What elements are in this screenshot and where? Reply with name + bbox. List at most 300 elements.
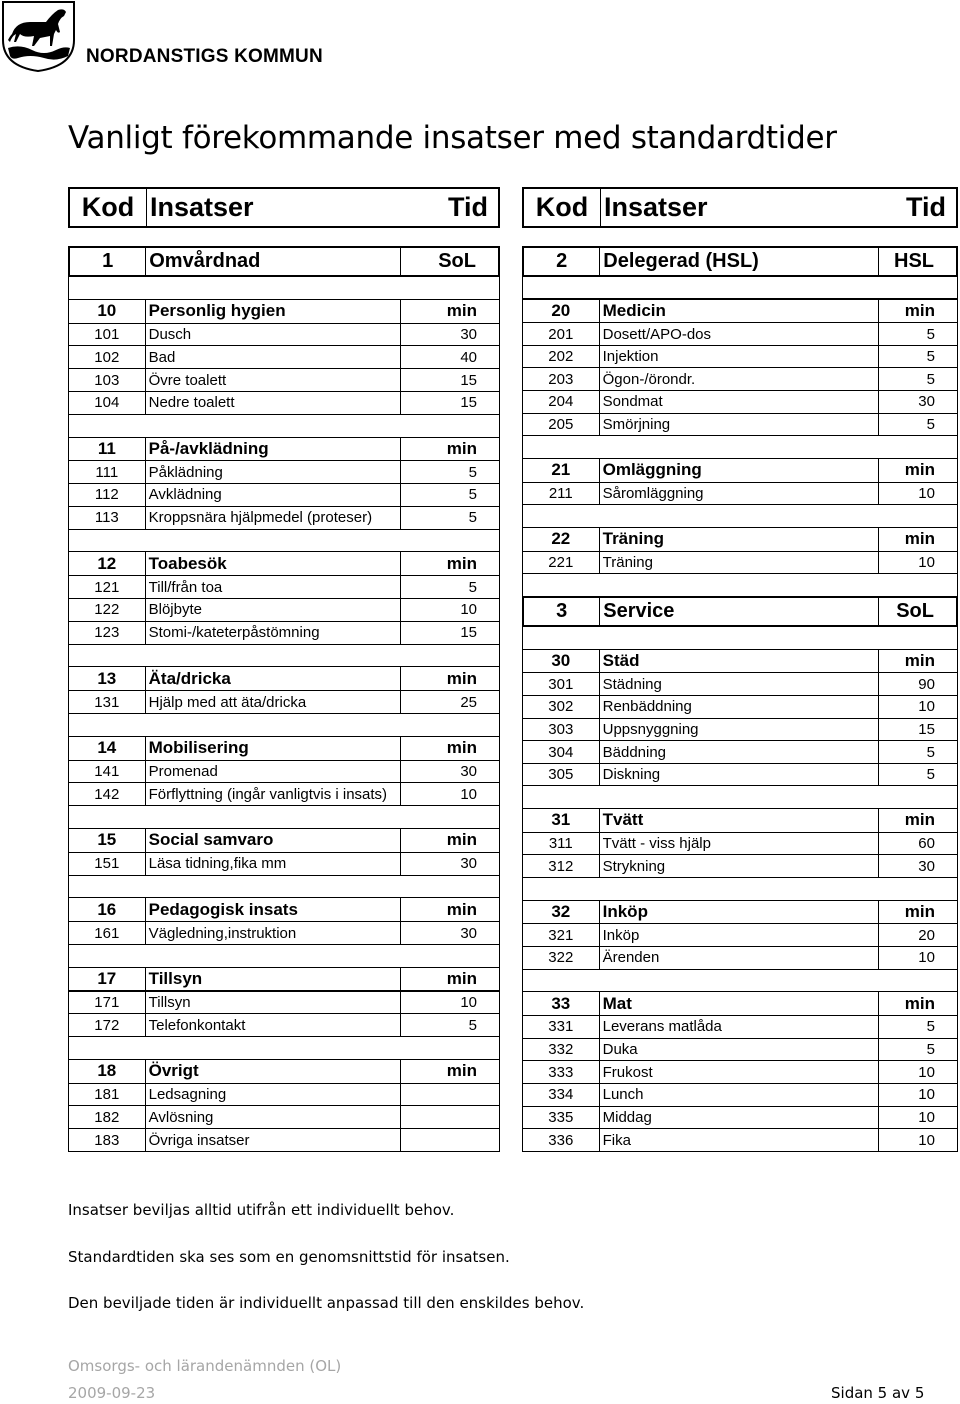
cell-kod: 172 — [69, 1014, 146, 1036]
table-row — [522, 695, 958, 719]
spacer-row — [68, 875, 500, 899]
table-row — [522, 1038, 958, 1062]
footer-committee: Omsorgs- och lärandenämnden (OL) — [68, 1357, 342, 1375]
subcategory-row — [68, 1059, 500, 1084]
org-name: NORDANSTIGS KOMMUN — [86, 46, 323, 67]
cell-insats: Till/från toa — [146, 576, 402, 598]
cell-insats: Medicin — [600, 300, 880, 323]
cell-insats: Övre toalett — [146, 369, 402, 391]
cell-insats: På-/avklädning — [146, 438, 402, 461]
cell-kod: 211 — [523, 483, 600, 505]
cell-tid: SoL — [438, 250, 476, 272]
cell-kod: 331 — [523, 1016, 600, 1038]
cell-tid — [879, 786, 957, 808]
table-row — [522, 763, 958, 787]
cell-tid: min — [904, 460, 935, 480]
cell-kod: 12 — [69, 552, 146, 575]
table-row — [522, 322, 958, 346]
cell-kod — [69, 277, 146, 299]
table-row — [68, 852, 500, 876]
cell-insats — [600, 436, 880, 458]
cell-tid: 10 — [918, 1131, 935, 1149]
cell-insats — [146, 1037, 402, 1059]
subcategory-row — [522, 527, 958, 552]
cell-insats: Delegerad (HSL) — [600, 248, 878, 275]
cell-kod — [69, 806, 146, 828]
cell-kod: 32 — [523, 901, 600, 924]
header-tid: Tid — [448, 192, 488, 222]
cell-insats — [600, 505, 880, 527]
cell-tid: min — [446, 969, 477, 989]
header-tid: Tid — [906, 192, 946, 222]
cell-kod: 13 — [69, 667, 146, 690]
cell-tid — [879, 277, 957, 299]
cell-insats: Hjälp med att äta/dricka — [146, 691, 402, 713]
note-2: Standardtiden ska ses som en genomsnittstid för insatsen. — [68, 1248, 510, 1266]
cell-tid: 5 — [926, 348, 935, 366]
subcategory-row — [522, 649, 958, 674]
cell-kod: 103 — [69, 369, 146, 391]
cell-insats: Bäddning — [600, 741, 880, 763]
cell-tid: 5 — [468, 509, 477, 527]
cell-tid — [879, 970, 957, 992]
cell-kod: 31 — [523, 809, 600, 832]
cell-insats — [146, 806, 402, 828]
cell-tid: min — [446, 738, 477, 758]
cell-kod — [69, 645, 146, 667]
spacer-row — [68, 414, 500, 438]
cell-insats: Avlösning — [146, 1106, 402, 1128]
table-row — [522, 1128, 958, 1152]
cell-insats: Vägledning,instruktion — [146, 922, 402, 944]
spacer-row — [522, 877, 958, 901]
cell-insats — [146, 530, 402, 552]
cell-kod: 303 — [523, 719, 600, 741]
subcategory-row — [68, 666, 500, 691]
subcategory-row — [522, 808, 958, 833]
cell-tid — [879, 505, 957, 527]
cell-tid — [401, 645, 499, 667]
cell-kod — [523, 878, 600, 900]
cell-insats — [146, 714, 402, 736]
cell-kod: 312 — [523, 855, 600, 877]
spacer-row — [68, 944, 500, 968]
cell-insats: Inköp — [600, 901, 880, 924]
cell-tid — [401, 1037, 499, 1059]
cell-insats: Uppsnyggning — [600, 719, 880, 741]
cell-insats: Tillsyn — [146, 968, 402, 991]
cell-insats: Bad — [146, 346, 402, 368]
cell-insats: Äta/dricka — [146, 667, 402, 690]
cell-insats: Renbäddning — [600, 696, 880, 718]
cell-tid: 30 — [460, 762, 477, 780]
spacer-row — [68, 276, 500, 300]
cell-kod: 15 — [69, 829, 146, 852]
table-row — [68, 1128, 500, 1152]
table-header-right — [522, 187, 958, 228]
spacer-row — [522, 969, 958, 993]
cell-tid: min — [904, 529, 935, 549]
cell-kod: 151 — [69, 853, 146, 875]
table-row — [522, 1106, 958, 1130]
cell-insats: Fika — [600, 1129, 880, 1151]
cell-kod: 22 — [523, 528, 600, 551]
cell-tid: 5 — [468, 486, 477, 504]
cell-tid — [401, 277, 499, 299]
cell-insats: Mobilisering — [146, 737, 402, 760]
cell-tid: min — [446, 899, 477, 919]
cell-insats — [600, 574, 880, 596]
cell-kod: 305 — [523, 764, 600, 786]
table-row — [522, 551, 958, 575]
table-row — [522, 367, 958, 391]
cell-tid — [401, 530, 499, 552]
cell-kod: 18 — [69, 1060, 146, 1083]
table-row — [68, 1105, 500, 1129]
table-row — [68, 506, 500, 530]
cell-insats: Dusch — [146, 324, 402, 346]
cell-tid: 10 — [460, 785, 477, 803]
cell-kod: 2 — [524, 248, 600, 275]
note-1: Insatser beviljas alltid utifrån ett individuellt behov. — [68, 1201, 455, 1219]
cell-tid: HSL — [894, 249, 934, 272]
cell-kod: 321 — [523, 924, 600, 946]
cell-tid — [401, 1084, 499, 1106]
cell-kod: 121 — [69, 576, 146, 598]
cell-tid: 5 — [926, 1018, 935, 1036]
cell-kod: 202 — [523, 346, 600, 368]
cell-kod: 335 — [523, 1107, 600, 1129]
subcategory-row — [68, 437, 500, 462]
cell-tid: 60 — [918, 835, 935, 853]
cell-kod: 10 — [69, 300, 146, 323]
cell-kod: 3 — [524, 598, 600, 625]
cell-insats: Injektion — [600, 346, 880, 368]
cell-insats: Nedre toalett — [146, 392, 402, 414]
cell-tid — [401, 876, 499, 898]
cell-kod: 304 — [523, 741, 600, 763]
cell-kod: 17 — [69, 968, 146, 991]
cell-kod: 203 — [523, 368, 600, 390]
cell-tid: 5 — [468, 463, 477, 481]
cell-insats — [146, 645, 402, 667]
cell-tid — [879, 878, 957, 900]
cell-insats — [146, 415, 402, 437]
cell-kod: 102 — [69, 346, 146, 368]
table-row — [522, 1060, 958, 1084]
cell-kod: 333 — [523, 1061, 600, 1083]
cell-kod: 205 — [523, 414, 600, 436]
cell-kod — [523, 277, 600, 299]
logo-horse-icon — [0, 0, 78, 72]
cell-kod — [523, 970, 600, 992]
cell-insats — [146, 277, 402, 299]
cell-insats: Leverans matlåda — [600, 1016, 880, 1038]
cell-kod: 336 — [523, 1129, 600, 1151]
cell-tid: min — [446, 438, 477, 458]
cell-insats: Kroppsnära hjälpmedel (proteser) — [146, 507, 402, 529]
subcategory-row — [522, 900, 958, 925]
cell-insats: Frukost — [600, 1061, 880, 1083]
spacer-row — [522, 504, 958, 528]
cell-tid: 25 — [460, 693, 477, 711]
spacer-row — [522, 435, 958, 459]
cell-kod: 16 — [69, 898, 146, 921]
cell-kod — [523, 627, 600, 649]
cell-insats: Ögon-/örondr. — [600, 368, 880, 390]
table-row — [522, 718, 958, 742]
table-row — [522, 1083, 958, 1107]
cell-kod: 311 — [523, 833, 600, 855]
cell-kod — [69, 1037, 146, 1059]
cell-insats: Personlig hygien — [146, 300, 402, 323]
cell-tid: min — [904, 902, 935, 922]
table-row — [68, 345, 500, 369]
cell-kod: 334 — [523, 1084, 600, 1106]
cell-insats: Stomi-/kateterpåstömning — [146, 622, 402, 644]
cell-kod: 33 — [523, 992, 600, 1015]
cell-tid: 30 — [460, 855, 477, 873]
spacer-row — [68, 1036, 500, 1060]
cell-insats: Påklädning — [146, 461, 402, 483]
subcategory-row — [522, 458, 958, 483]
cell-tid: min — [446, 1061, 477, 1081]
cell-tid — [879, 627, 957, 649]
cell-insats: Ärenden — [600, 947, 880, 969]
subcategory-row — [68, 551, 500, 576]
table-row — [522, 923, 958, 947]
cell-kod — [523, 436, 600, 458]
cell-tid: 10 — [918, 1086, 935, 1104]
cell-tid — [401, 714, 499, 736]
table-row — [68, 323, 500, 347]
cell-insats: Toabesök — [146, 552, 402, 575]
table-row — [522, 672, 958, 696]
cell-kod: 113 — [69, 507, 146, 529]
cell-kod: 322 — [523, 947, 600, 969]
cell-kod — [523, 786, 600, 808]
cell-tid — [401, 1106, 499, 1128]
category-row — [522, 246, 958, 277]
table-header-left — [68, 187, 500, 228]
cell-kod: 1 — [70, 248, 146, 275]
subcategory-row — [68, 736, 500, 761]
cell-insats: Läsa tidning,fika mm — [146, 853, 402, 875]
cell-tid: 10 — [918, 949, 935, 967]
cell-insats: Pedagogisk insats — [146, 898, 402, 921]
cell-tid: 15 — [460, 371, 477, 389]
cell-kod — [69, 714, 146, 736]
cell-insats: Förflyttning (ingår vanligtvis i insats) — [146, 783, 402, 805]
cell-insats: Städning — [600, 673, 880, 695]
cell-insats — [600, 277, 880, 299]
cell-kod: 201 — [523, 323, 600, 345]
cell-tid — [879, 436, 957, 458]
cell-tid: 5 — [926, 743, 935, 761]
cell-tid: min — [904, 810, 935, 830]
cell-tid: 10 — [460, 993, 477, 1011]
cell-kod: 161 — [69, 922, 146, 944]
cell-kod: 221 — [523, 552, 600, 574]
cell-tid: 15 — [460, 624, 477, 642]
cell-kod: 183 — [69, 1129, 146, 1151]
spacer-row — [522, 626, 958, 650]
cell-kod: 101 — [69, 324, 146, 346]
header-kod: Kod — [524, 189, 601, 226]
cell-tid: 5 — [926, 325, 935, 343]
spacer-row — [522, 573, 958, 597]
cell-tid: min — [446, 553, 477, 573]
cell-kod: 21 — [523, 459, 600, 482]
cell-kod: 122 — [69, 599, 146, 621]
cell-tid: 30 — [460, 325, 477, 343]
cell-tid: 40 — [460, 348, 477, 366]
table-row — [522, 482, 958, 506]
table-row — [68, 621, 500, 645]
table-row — [68, 460, 500, 484]
cell-tid: 15 — [918, 720, 935, 738]
cell-insats: Promenad — [146, 761, 402, 783]
cell-tid: 10 — [918, 554, 935, 572]
table-row — [68, 391, 500, 415]
cell-kod: 142 — [69, 783, 146, 805]
subcategory-row — [68, 897, 500, 922]
cell-tid: 30 — [918, 393, 935, 411]
cell-tid: min — [904, 300, 935, 320]
cell-insats: Service — [600, 598, 878, 625]
cell-insats: Mat — [600, 992, 880, 1015]
cell-insats — [146, 876, 402, 898]
cell-tid: 90 — [918, 675, 935, 693]
cell-tid: SoL — [896, 599, 934, 622]
page-title: Vanligt förekommande insatser med standardtider — [68, 120, 837, 156]
table-row — [68, 1083, 500, 1107]
note-3: Den beviljade tiden är individuellt anpassad till den enskildes behov. — [68, 1294, 585, 1312]
cell-tid: 30 — [918, 857, 935, 875]
cell-kod: 11 — [69, 438, 146, 461]
table-row — [522, 1015, 958, 1039]
table-row — [68, 483, 500, 507]
cell-kod: 171 — [69, 992, 146, 1014]
cell-kod: 131 — [69, 691, 146, 713]
cell-tid: 10 — [918, 1063, 935, 1081]
table-row — [68, 782, 500, 806]
cell-insats — [600, 970, 880, 992]
cell-insats: Lunch — [600, 1084, 880, 1106]
cell-kod — [69, 530, 146, 552]
cell-insats: Inköp — [600, 924, 880, 946]
category-row — [522, 596, 958, 627]
subcategory-row — [522, 299, 958, 324]
cell-kod: 141 — [69, 761, 146, 783]
table-row — [522, 390, 958, 414]
cell-tid — [879, 574, 957, 596]
cell-tid: min — [446, 301, 477, 321]
cell-insats: Dosett/APO-dos — [600, 323, 880, 345]
cell-kod — [523, 505, 600, 527]
cell-insats: Tillsyn — [146, 992, 402, 1014]
header-kod: Kod — [70, 189, 147, 226]
cell-kod: 302 — [523, 696, 600, 718]
subcategory-row — [68, 967, 500, 992]
cell-tid: 10 — [918, 485, 935, 503]
cell-tid — [401, 1129, 499, 1151]
cell-insats: Smörjning — [600, 414, 880, 436]
cell-insats: Telefonkontakt — [146, 1014, 402, 1036]
cell-insats: Tvätt - viss hjälp — [600, 833, 880, 855]
cell-tid: 10 — [918, 698, 935, 716]
table-row — [522, 854, 958, 878]
cell-kod: 20 — [523, 300, 600, 323]
cell-tid: 5 — [926, 766, 935, 784]
cell-kod: 123 — [69, 622, 146, 644]
cell-tid: 5 — [468, 578, 477, 596]
cell-tid: 5 — [926, 370, 935, 388]
cell-insats: Städ — [600, 650, 880, 673]
cell-tid: 5 — [468, 1016, 477, 1034]
spacer-row — [68, 805, 500, 829]
table-row — [68, 368, 500, 392]
table-row — [522, 740, 958, 764]
cell-kod — [69, 876, 146, 898]
cell-kod: 181 — [69, 1084, 146, 1106]
cell-insats: Träning — [600, 528, 880, 551]
table-row — [522, 413, 958, 437]
header-insatser: Insatser — [604, 192, 708, 222]
cell-insats: Middag — [600, 1107, 880, 1129]
footer-page-number: Sidan 5 av 5 — [831, 1384, 925, 1402]
table-row — [68, 598, 500, 622]
cell-insats: Blöjbyte — [146, 599, 402, 621]
table-row — [522, 832, 958, 856]
spacer-row — [522, 276, 958, 300]
table-row — [68, 921, 500, 945]
table-row — [522, 946, 958, 970]
header-insatser: Insatser — [150, 192, 254, 222]
category-row — [68, 246, 500, 277]
cell-insats: Duka — [600, 1039, 880, 1061]
cell-tid: min — [904, 650, 935, 670]
cell-insats: Avklädning — [146, 484, 402, 506]
cell-tid: 10 — [460, 601, 477, 619]
cell-insats — [600, 786, 880, 808]
cell-tid — [401, 806, 499, 828]
spacer-row — [68, 644, 500, 668]
cell-tid: min — [446, 830, 477, 850]
spacer-row — [68, 713, 500, 737]
cell-tid: 15 — [460, 394, 477, 412]
cell-insats: Strykning — [600, 855, 880, 877]
cell-insats: Omläggning — [600, 459, 880, 482]
spacer-row — [522, 785, 958, 809]
cell-tid: 5 — [926, 416, 935, 434]
cell-kod: 104 — [69, 392, 146, 414]
cell-insats — [600, 878, 880, 900]
cell-kod: 301 — [523, 673, 600, 695]
table-row — [68, 760, 500, 784]
cell-kod: 30 — [523, 650, 600, 673]
subcategory-row — [68, 828, 500, 853]
cell-insats: Såromläggning — [600, 483, 880, 505]
subcategory-row — [522, 991, 958, 1016]
cell-insats: Sondmat — [600, 391, 880, 413]
cell-tid: 30 — [460, 924, 477, 942]
cell-kod — [69, 945, 146, 967]
table-row — [68, 690, 500, 714]
cell-insats: Ledsagning — [146, 1084, 402, 1106]
cell-tid: 5 — [926, 1041, 935, 1059]
cell-tid: min — [904, 993, 935, 1013]
